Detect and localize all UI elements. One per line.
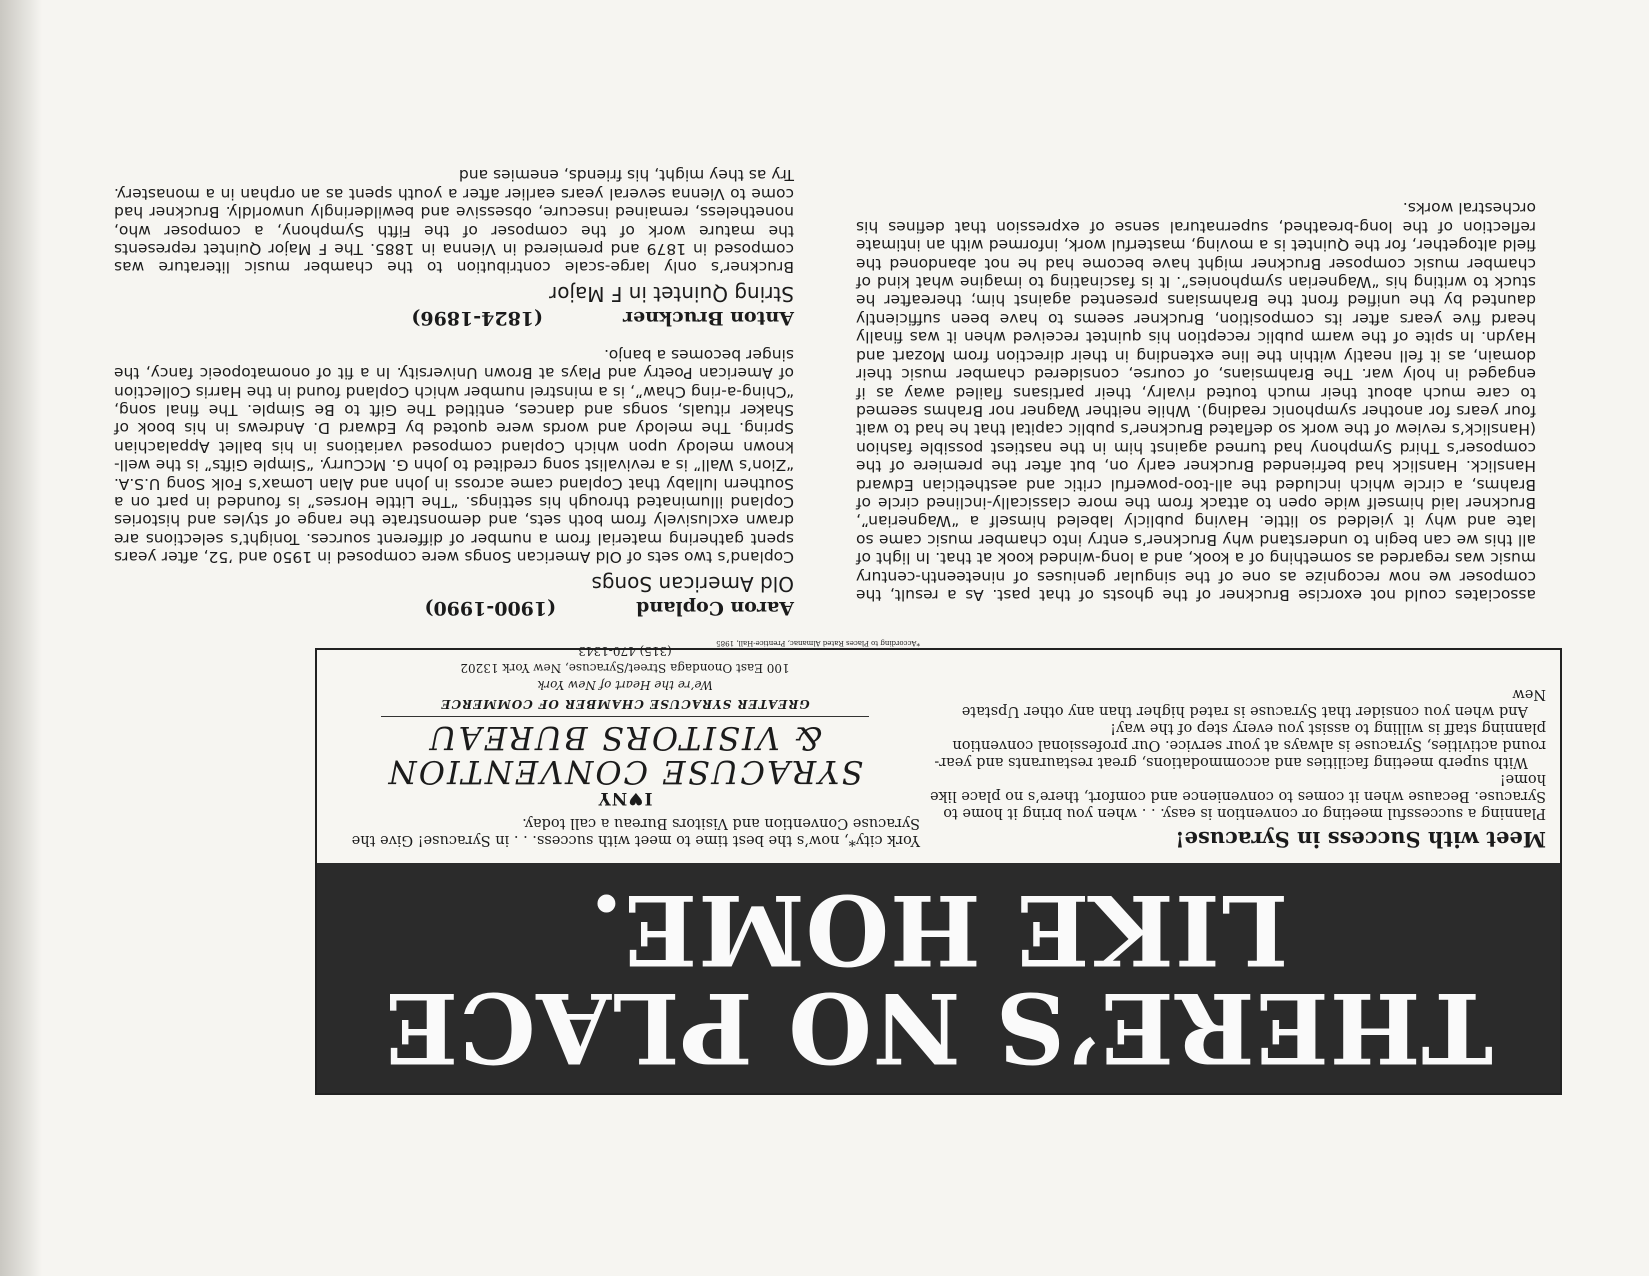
bureau-name-line1: SYRACUSE CONVENTION bbox=[386, 753, 864, 791]
scan-edge-shadow bbox=[0, 0, 42, 1276]
composer-name: Anton Bruckner bbox=[623, 307, 794, 330]
ad-footnote: *According to Places Rated Almanac, Prentice-Hall, 1985 bbox=[716, 639, 920, 647]
ad-headline-line2: LIKE HOME. bbox=[588, 873, 1289, 986]
bureau-logo bbox=[330, 642, 920, 806]
work-title: String Quintet in F Major bbox=[548, 281, 794, 306]
right-text-column bbox=[114, 148, 794, 621]
syracuse-advertisement bbox=[315, 639, 1562, 1095]
program-entry-bruckner bbox=[114, 166, 794, 330]
composer-heading bbox=[114, 599, 794, 617]
chamber-name: GREATER SYRACUSE CHAMBER OF COMMERCE bbox=[440, 697, 810, 711]
program-note: Bruckner’s only large-scale contribution to the chamber music literature was composed in 1879 and premiered in Vienna in 1885. The F Major Quintet represents the mature work of the composer of the Fifth Symphony, a composer who, nonetheless, remained insecure, obsessive and bewilderingly unworldly. Bruckner had come to Vienna several years earlier after a youth spent as an orphan in a monastery. Try as they might, his friends, enemies and bbox=[114, 166, 794, 277]
ad-paragraph: And when you consider that Syracuse is rated higher than any other Upstate New bbox=[961, 686, 1546, 719]
ad-paragraph: With superb meeting facilities and accommodations, great restaurants and year-round activities, Syracuse is always at your service. Our professional convention planning staff is willing to assist you every step of the way! bbox=[934, 720, 1546, 770]
ad-subhead: Meet with Success in Syracuse! bbox=[1175, 827, 1546, 852]
composer-heading bbox=[114, 307, 794, 330]
ad-right-column bbox=[330, 639, 920, 848]
composer-dates: (1824-1896) bbox=[411, 307, 544, 330]
phone: (315) 470-1343 bbox=[578, 644, 672, 658]
ad-right-paragraph: York city*, now’s the best time to meet with success. . . in Syracuse! Give the Syracuse Convention and Visitors Bureau a call today. bbox=[351, 815, 920, 848]
program-entry-copland bbox=[114, 345, 794, 617]
composer-name: Aaron Copland bbox=[636, 597, 794, 619]
address: 100 East Onondaga Street/Syracuse, New York 13202 bbox=[460, 661, 790, 675]
bureau-name bbox=[381, 716, 870, 789]
ad-paragraph: Planning a successful meeting or convention is easy. . . when you bring it home to Syracuse. Because when it comes to convenience and comfort, there’s no place like home! bbox=[930, 771, 1546, 821]
i-love-ny-logo: I♥NY bbox=[597, 788, 653, 808]
tagline: We’re the Heart of New York bbox=[537, 678, 713, 692]
bruckner-continuation: associates could not exorcise Bruckner of the ghosts of that past. As a result, the composer we now recognize as one of the singular geniuses of nineteenth-century music was regarded as something of a kook, and a long-winded kook at that. In light of all this we can begin to understand why Bruckner’s entry into chamber music came so late and why it yielded so little. Having publicly labeled himself a “Wagnerian”, Bruckner laid himself wide open to attack from the more classically-inclined circle of Brahms, a circle which included the all-too-powerful critic and aesthetician Edward Hanslick. Hanslick had befriended Bruckner early on, but after the premiere of the composer’s Third Symphony had turned against him in the nastiest possible fashion (Hanslick’s review of the work so deflated Bruckner’s public capital that he had to wait four years for another symphonic reading). While neither Wagner nor Brahms seemed to care much about their much touted rivalry, their partisans flailed away as if engaged in holy war. The Brahmsians, of course, considered chamber music their domain, as it fell neatly within the line extending in their direction from Mozart and Haydn. In spite of the warm public reception his quintet received when it was finally heard five years after its composition, Bruckner seems to have been sufficiently daunted by the unified front the Brahmsians presented against him; thereafter he stuck to writing his “Wagnerian symphonies”. It is fascinating to imagine what kind of chamber music composer Bruckner might have become had he not abandoned the field altogether, for the Quintet is a moving, masterful work, informed with an intimate reflection of the long-breathed, supernatural sense of expression that defines his orchestral works. bbox=[856, 199, 1536, 604]
program-note: Copland’s two sets of Old American Songs were composed in 1950 and ’52, after years spent gathering material from a number of different sources. Tonight’s selections are drawn exclusively from both sets, and demonstrate the range of styles and histories Copland illuminated through his settings. “The Little Horses” is founded in part on a Southern lullaby that Copland came across in John and Alan Lomax’s Folk Song U.S.A. “Zion’s Wall” is a revivalist song credited to John G. McCurry. “Simple Gifts” is the well-known melody upon which Copland composed variations in his ballet Appalachian Spring. The melody and words were quoted by Edward D. Andrews in his book of Shaker rituals, songs and dances, entitled The Gift to Be Simple. The final song, “Ching-a-ring Chaw”, is a minstrel number which Copland found in the Harris Collection of American Poetry and Plays at Brown University. In a fit of onomatopoeic fancy, the singer becomes a banjo. bbox=[114, 345, 794, 567]
work-title: Old American Songs bbox=[591, 571, 794, 596]
ad-left-column bbox=[926, 685, 1546, 852]
composer-dates: (1900-1990) bbox=[424, 597, 557, 619]
left-text-column bbox=[856, 199, 1536, 604]
ad-headline-line1: THERE’S NO PLACE bbox=[384, 971, 1493, 1084]
bureau-name-line2: & VISITORS BUREAU bbox=[427, 719, 823, 757]
ad-copy bbox=[926, 685, 1546, 821]
ad-headline bbox=[317, 863, 1560, 1093]
